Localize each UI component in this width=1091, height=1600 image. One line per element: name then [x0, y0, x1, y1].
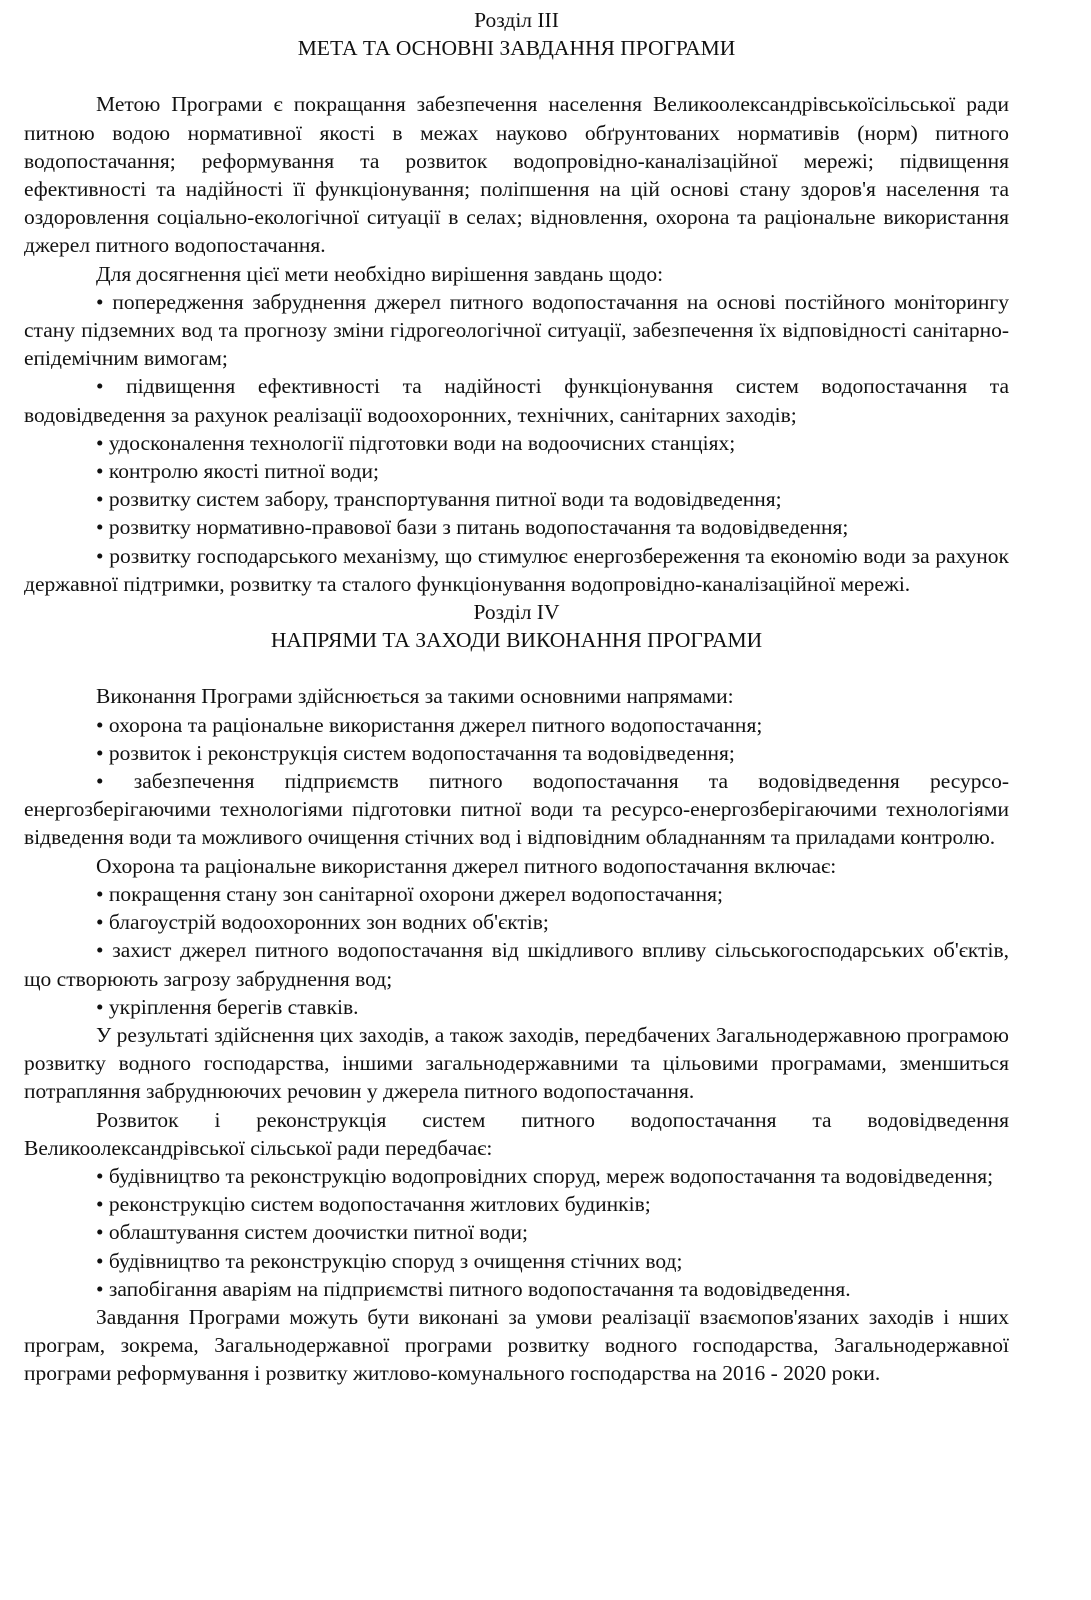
s4-bullet-6: • захист джерел питного водопостачання від шкідливого впливу сільськогосподарських об'єктів, що створюють загрозу забруднення вод;	[24, 938, 1009, 991]
section-3-number: Розділ III	[474, 8, 559, 32]
spacer	[24, 62, 1009, 90]
s3-paragraph-goal: Метою Програми є покращання забезпечення населення Великоолександрівськоїсільської ради питною водою нормативної якості в межах науково обґрунтованих нормативів (норм) питного водопостачання; реформування та розвиток водопровідно-каналізаційної мережі; підвищення ефективності та надійності її функціонування; поліпшення на цій основі стану здоров'я населення та оздоровлення соціально-екологічної ситуації в селах; відновлення, охорона та раціональне використання джерел питного водопостачання.	[24, 92, 1009, 258]
section-4-number: Розділ IV	[473, 600, 560, 625]
s4-bullet-10: • облаштування систем доочистки питної води;	[96, 1220, 528, 1245]
s4-bullet-1: • охорона та раціональне використання джерел питного водопостачання;	[96, 712, 763, 737]
spacer	[24, 654, 1009, 682]
s3-bullet-7: • розвитку господарського механізму, що стимулює енергозбереження та економію води за рахунок державної підтримки, розвитку та сталого функціонування водопровідно-каналізаційної мережі.	[24, 543, 1009, 596]
s4-bullet-2: • розвиток і реконструкція систем водопостачання та водовідведення;	[96, 740, 735, 765]
s4-bullet-5: • благоустрій водоохоронних зон водних об'єктів;	[96, 910, 549, 935]
s4-paragraph-directions-intro: Виконання Програми здійснюється за такими основними напрямами:	[96, 684, 734, 709]
section-4-title: НАПРЯМИ ТА ЗАХОДИ ВИКОНАННЯ ПРОГРАМИ	[270, 628, 763, 653]
s4-bullet-11: • будівництво та реконструкцію споруд з очищення стічних вод;	[96, 1248, 683, 1273]
s4-paragraph-conditions: Завдання Програми можуть бути виконані за умови реалізації взаємопов'язаних заходів і нших програм, зокрема, Загальнодержавної програми розвитку водного господарства, Загальнодержавної програми реформування і розвитку житлово-комунального господарства на 2016 - 2020 роки.	[24, 1304, 1009, 1386]
s4-bullet-4: • покращення стану зон санітарної охорони джерел водопостачання;	[96, 881, 723, 906]
s4-paragraph-reconstruction-intro: Розвиток і реконструкція систем питного водопостачання та водовідведення Великоолександрівської сільської ради передбачає:	[24, 1107, 1009, 1160]
s3-bullet-6: • розвитку нормативно-правової бази з питань водопостачання та водовідведення;	[96, 515, 849, 540]
s4-bullet-12: • запобігання аваріям на підприємстві питного водопостачання та водовідведення.	[96, 1276, 851, 1301]
s4-paragraph-results: У результаті здійснення цих заходів, а також заходів, передбачених Загальнодержавною програмою розвитку водного господарства, іншими загальнодержавними та цільовими програмами, зменшиться потрапляння забруднюючих речовин у джерела питного водопостачання.	[24, 1022, 1009, 1104]
s3-bullet-2: • підвищення ефективності та надійності функціонування систем водопостачання та водовідведення за рахунок реалізації водоохоронних, технічних, санітарних заходів;	[24, 374, 1009, 427]
s4-paragraph-protection-intro: Охорона та раціональне використання джерел питного водопостачання включає:	[96, 853, 837, 878]
s3-bullet-3: • удосконалення технології підготовки води на водоочисних станціях;	[96, 430, 736, 455]
section-3-title: МЕТА ТА ОСНОВНІ ЗАВДАННЯ ПРОГРАМИ	[297, 36, 736, 61]
s4-bullet-9: • реконструкцію систем водопостачання житлових будинків;	[96, 1192, 651, 1217]
s3-bullet-1: • попередження забруднення джерел питного водопостачання на основі постійного моніторингу стану підземних вод та прогнозу зміни гідрогеологічної ситуації, забезпечення їх відповідності санітарно-епідемічним вимогам;	[24, 289, 1009, 371]
s3-paragraph-tasks-intro: Для досягнення цієї мети необхідно вирішення завдань щодо:	[96, 261, 664, 286]
s4-bullet-8: • будівництво та реконструкцію водопровідних споруд, мереж водопостачання та водовідведення;	[96, 1163, 994, 1188]
s4-bullet-3: • забезпечення підприємств питного водопостачання та водовідведення ресурсо-енергозберігаючими технологіями підготовки питної води та ресурсо-енергозберігаючими технологіями відведення води та можливого очищення стічних вод і відповідним обладнанням та приладами контролю.	[24, 769, 1009, 850]
s4-bullet-7: • укріплення берегів ставків.	[96, 994, 359, 1019]
s3-bullet-4: • контролю якості питної води;	[96, 459, 379, 484]
s3-bullet-5: • розвитку систем забору, транспортування питної води та водовідведення;	[96, 487, 782, 512]
